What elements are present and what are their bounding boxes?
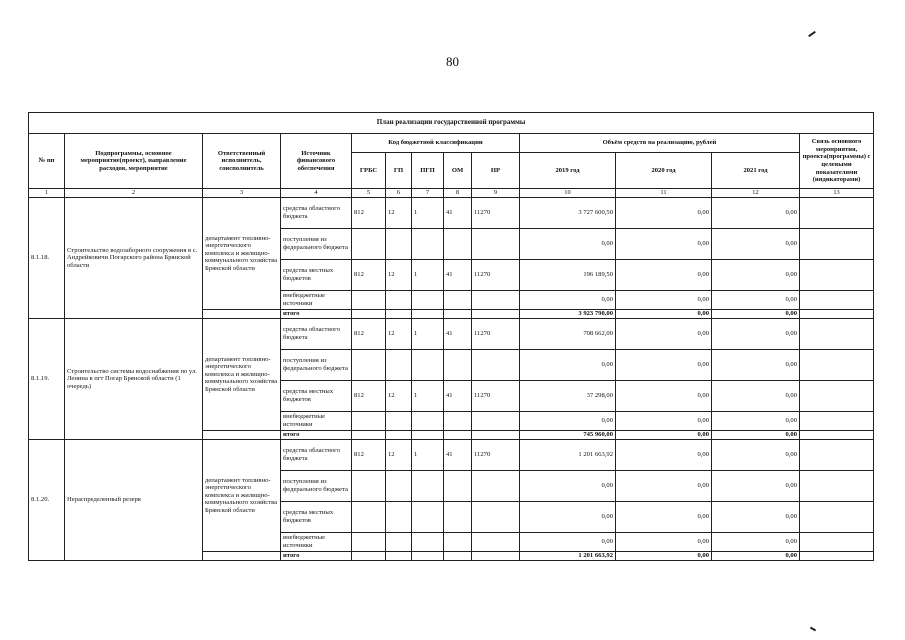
indicator-link [800, 319, 874, 350]
funding-source: итого [281, 552, 352, 561]
amount-y2019: 3 923 790,00 [520, 310, 616, 319]
code-grbs [352, 471, 386, 502]
code-grbs [352, 412, 386, 431]
code-np [472, 229, 520, 260]
amount-y2021: 0,00 [712, 552, 800, 561]
code-grbs: 812 [352, 440, 386, 471]
code-om: 41 [444, 319, 472, 350]
code-pgp: 1 [412, 198, 444, 229]
indicator-link [800, 350, 874, 381]
code-om [444, 431, 472, 440]
code-gp [386, 431, 412, 440]
amount-y2020: 0,00 [616, 552, 712, 561]
col-number: 8 [444, 189, 472, 198]
amount-y2021: 0,00 [712, 440, 800, 471]
executor-name: департамент топливно-энергетического комплекса и жилищно-коммунального хозяйства Брянской области [203, 319, 281, 431]
code-grbs [352, 291, 386, 310]
code-np [472, 552, 520, 561]
header-2021: 2021 год [712, 153, 800, 189]
code-om [444, 291, 472, 310]
code-gp [386, 229, 412, 260]
amount-y2020: 0,00 [616, 533, 712, 552]
col-number: 6 [386, 189, 412, 198]
amount-y2020: 0,00 [616, 440, 712, 471]
column-numbers-row [29, 189, 874, 198]
funding-source: средства местных бюджетов [281, 381, 352, 412]
indicator-link [800, 533, 874, 552]
code-pgp [412, 471, 444, 502]
row-number: 8.1.19. [29, 319, 65, 440]
code-grbs: 812 [352, 319, 386, 350]
amount-y2020: 0,00 [616, 310, 712, 319]
col-number: 3 [203, 189, 281, 198]
amount-y2019: 1 201 663,92 [520, 552, 616, 561]
activity-name: Нераспределенный резерв [65, 440, 203, 561]
funding-source: внебюджетные источники [281, 412, 352, 431]
header-2020: 2020 год [616, 153, 712, 189]
funding-source: поступления из федерального бюджета [281, 229, 352, 260]
code-grbs [352, 229, 386, 260]
code-om [444, 471, 472, 502]
amount-y2021: 0,00 [712, 431, 800, 440]
header-np: НР [472, 153, 520, 189]
amount-y2020: 0,00 [616, 319, 712, 350]
program-plan-table-container [28, 112, 873, 561]
indicator-link [800, 412, 874, 431]
code-pgp: 1 [412, 319, 444, 350]
header-gp: ГП [386, 153, 412, 189]
amount-y2019: 708 662,00 [520, 319, 616, 350]
code-gp: 12 [386, 198, 412, 229]
header-grbs: ГРБС [352, 153, 386, 189]
executor-name: департамент топливно-энергетического комплекса и жилищно-коммунального хозяйства Брянской области [203, 198, 281, 310]
code-gp [386, 350, 412, 381]
funding-source: итого [281, 431, 352, 440]
code-om: 41 [444, 440, 472, 471]
header-pgp: ПГП [412, 153, 444, 189]
amount-y2019: 0,00 [520, 350, 616, 381]
code-grbs: 812 [352, 381, 386, 412]
table-title: План реализации государственной программы [29, 113, 874, 134]
amount-y2021: 0,00 [712, 260, 800, 291]
indicator-link [800, 310, 874, 319]
row-number: 8.1.20. [29, 440, 65, 561]
code-np [472, 502, 520, 533]
empty-cell [203, 552, 281, 561]
amount-y2021: 0,00 [712, 502, 800, 533]
page-number: 80 [446, 54, 459, 69]
code-np: 11270 [472, 381, 520, 412]
code-om: 41 [444, 260, 472, 291]
header-no: № пп [29, 134, 65, 189]
code-pgp [412, 350, 444, 381]
indicator-link [800, 440, 874, 471]
indicator-link [800, 552, 874, 561]
scan-mark [808, 31, 816, 37]
amount-y2021: 0,00 [712, 291, 800, 310]
program-plan-table [28, 112, 874, 561]
code-np [472, 533, 520, 552]
amount-y2020: 0,00 [616, 471, 712, 502]
amount-y2020: 0,00 [616, 229, 712, 260]
empty-cell [203, 431, 281, 440]
code-om [444, 412, 472, 431]
code-np [472, 291, 520, 310]
indicator-link [800, 291, 874, 310]
code-grbs [352, 350, 386, 381]
code-pgp: 1 [412, 260, 444, 291]
col-number: 5 [352, 189, 386, 198]
code-om: 41 [444, 198, 472, 229]
code-gp [386, 291, 412, 310]
code-gp [386, 502, 412, 533]
amount-y2019: 0,00 [520, 533, 616, 552]
code-gp [386, 310, 412, 319]
indicator-link [800, 260, 874, 291]
empty-cell [203, 310, 281, 319]
code-om [444, 310, 472, 319]
amount-y2019: 0,00 [520, 291, 616, 310]
code-gp: 12 [386, 440, 412, 471]
col-number: 1 [29, 189, 65, 198]
code-grbs [352, 502, 386, 533]
amount-y2020: 0,00 [616, 291, 712, 310]
code-grbs: 812 [352, 260, 386, 291]
amount-y2021: 0,00 [712, 350, 800, 381]
header-2019: 2019 год [520, 153, 616, 189]
amount-y2019: 37 298,00 [520, 381, 616, 412]
code-grbs: 812 [352, 198, 386, 229]
code-pgp [412, 502, 444, 533]
amount-y2021: 0,00 [712, 471, 800, 502]
indicator-link [800, 471, 874, 502]
amount-y2020: 0,00 [616, 502, 712, 533]
funding-source: поступления из федерального бюджета [281, 471, 352, 502]
amount-y2021: 0,00 [712, 412, 800, 431]
code-pgp [412, 552, 444, 561]
amount-y2021: 0,00 [712, 198, 800, 229]
funding-source: средства областного бюджета [281, 198, 352, 229]
code-om [444, 229, 472, 260]
table-row [29, 440, 874, 471]
code-pgp [412, 310, 444, 319]
code-pgp: 1 [412, 381, 444, 412]
table-row [29, 319, 874, 350]
code-gp: 12 [386, 260, 412, 291]
code-gp [386, 552, 412, 561]
code-gp: 12 [386, 319, 412, 350]
indicator-link [800, 198, 874, 229]
code-pgp [412, 412, 444, 431]
code-np: 11270 [472, 440, 520, 471]
col-number: 7 [412, 189, 444, 198]
header-link: Связь основного мероприятия, проекта(программы) с целевыми показателями (индикаторами) [800, 134, 874, 189]
code-om [444, 552, 472, 561]
col-number: 12 [712, 189, 800, 198]
code-np: 11270 [472, 319, 520, 350]
amount-y2020: 0,00 [616, 198, 712, 229]
activity-name: Строительство водозаборного сооружения в с. Андрейковичи Погарского района Брянской области [65, 198, 203, 319]
amount-y2019: 0,00 [520, 471, 616, 502]
amount-y2019: 3 727 600,50 [520, 198, 616, 229]
funding-source: средства местных бюджетов [281, 502, 352, 533]
executor-name: департамент топливно-энергетического комплекса и жилищно-коммунального хозяйства Брянской области [203, 440, 281, 552]
code-np: 11270 [472, 198, 520, 229]
code-np [472, 431, 520, 440]
amount-y2019: 745 960,00 [520, 431, 616, 440]
amount-y2021: 0,00 [712, 381, 800, 412]
col-number: 4 [281, 189, 352, 198]
code-pgp: 1 [412, 440, 444, 471]
code-grbs [352, 552, 386, 561]
header-amount: Объём средств на реализацию, рублей [520, 134, 800, 153]
code-gp: 12 [386, 381, 412, 412]
code-np: 11270 [472, 260, 520, 291]
code-np [472, 471, 520, 502]
amount-y2020: 0,00 [616, 260, 712, 291]
amount-y2021: 0,00 [712, 319, 800, 350]
amount-y2019: 196 189,50 [520, 260, 616, 291]
code-grbs [352, 310, 386, 319]
activity-name: Строительство системы водоснабжения по ул. Ленина в пгт Погар Брянской области (1 очередь) [65, 319, 203, 440]
funding-source: внебюджетные источники [281, 533, 352, 552]
amount-y2019: 1 201 663,92 [520, 440, 616, 471]
amount-y2021: 0,00 [712, 310, 800, 319]
amount-y2020: 0,00 [616, 431, 712, 440]
funding-source: итого [281, 310, 352, 319]
code-om: 41 [444, 381, 472, 412]
funding-source: внебюджетные источники [281, 291, 352, 310]
amount-y2019: 0,00 [520, 229, 616, 260]
col-number: 13 [800, 189, 874, 198]
code-pgp [412, 431, 444, 440]
indicator-link [800, 502, 874, 533]
indicator-link [800, 431, 874, 440]
amount-y2019: 0,00 [520, 502, 616, 533]
code-pgp [412, 533, 444, 552]
amount-y2021: 0,00 [712, 229, 800, 260]
code-gp [386, 412, 412, 431]
code-om [444, 350, 472, 381]
header-om: ОМ [444, 153, 472, 189]
code-np [472, 412, 520, 431]
funding-source: поступления из федерального бюджета [281, 350, 352, 381]
col-number: 2 [65, 189, 203, 198]
indicator-link [800, 229, 874, 260]
code-np [472, 310, 520, 319]
header-subprogram: Подпрограммы, основное мероприятие(проект), направление расходов, мероприятие [65, 134, 203, 189]
amount-y2019: 0,00 [520, 412, 616, 431]
col-number: 11 [616, 189, 712, 198]
code-om [444, 533, 472, 552]
col-number: 9 [472, 189, 520, 198]
header-budget-code: Код бюджетной классификации [352, 134, 520, 153]
code-np [472, 350, 520, 381]
table-row [29, 198, 874, 229]
code-gp [386, 471, 412, 502]
code-pgp [412, 229, 444, 260]
col-number: 10 [520, 189, 616, 198]
code-om [444, 502, 472, 533]
row-number: 8.1.18. [29, 198, 65, 319]
funding-source: средства областного бюджета [281, 440, 352, 471]
code-gp [386, 533, 412, 552]
amount-y2020: 0,00 [616, 412, 712, 431]
code-grbs [352, 533, 386, 552]
indicator-link [800, 381, 874, 412]
scan-mark [810, 627, 816, 632]
header-executor: Ответственный исполнитель, соисполнитель [203, 134, 281, 189]
amount-y2020: 0,00 [616, 350, 712, 381]
funding-source: средства областного бюджета [281, 319, 352, 350]
code-grbs [352, 431, 386, 440]
table-body [29, 198, 874, 561]
amount-y2021: 0,00 [712, 533, 800, 552]
header-source: Источник финансового обеспечения [281, 134, 352, 189]
amount-y2020: 0,00 [616, 381, 712, 412]
code-pgp [412, 291, 444, 310]
funding-source: средства местных бюджетов [281, 260, 352, 291]
